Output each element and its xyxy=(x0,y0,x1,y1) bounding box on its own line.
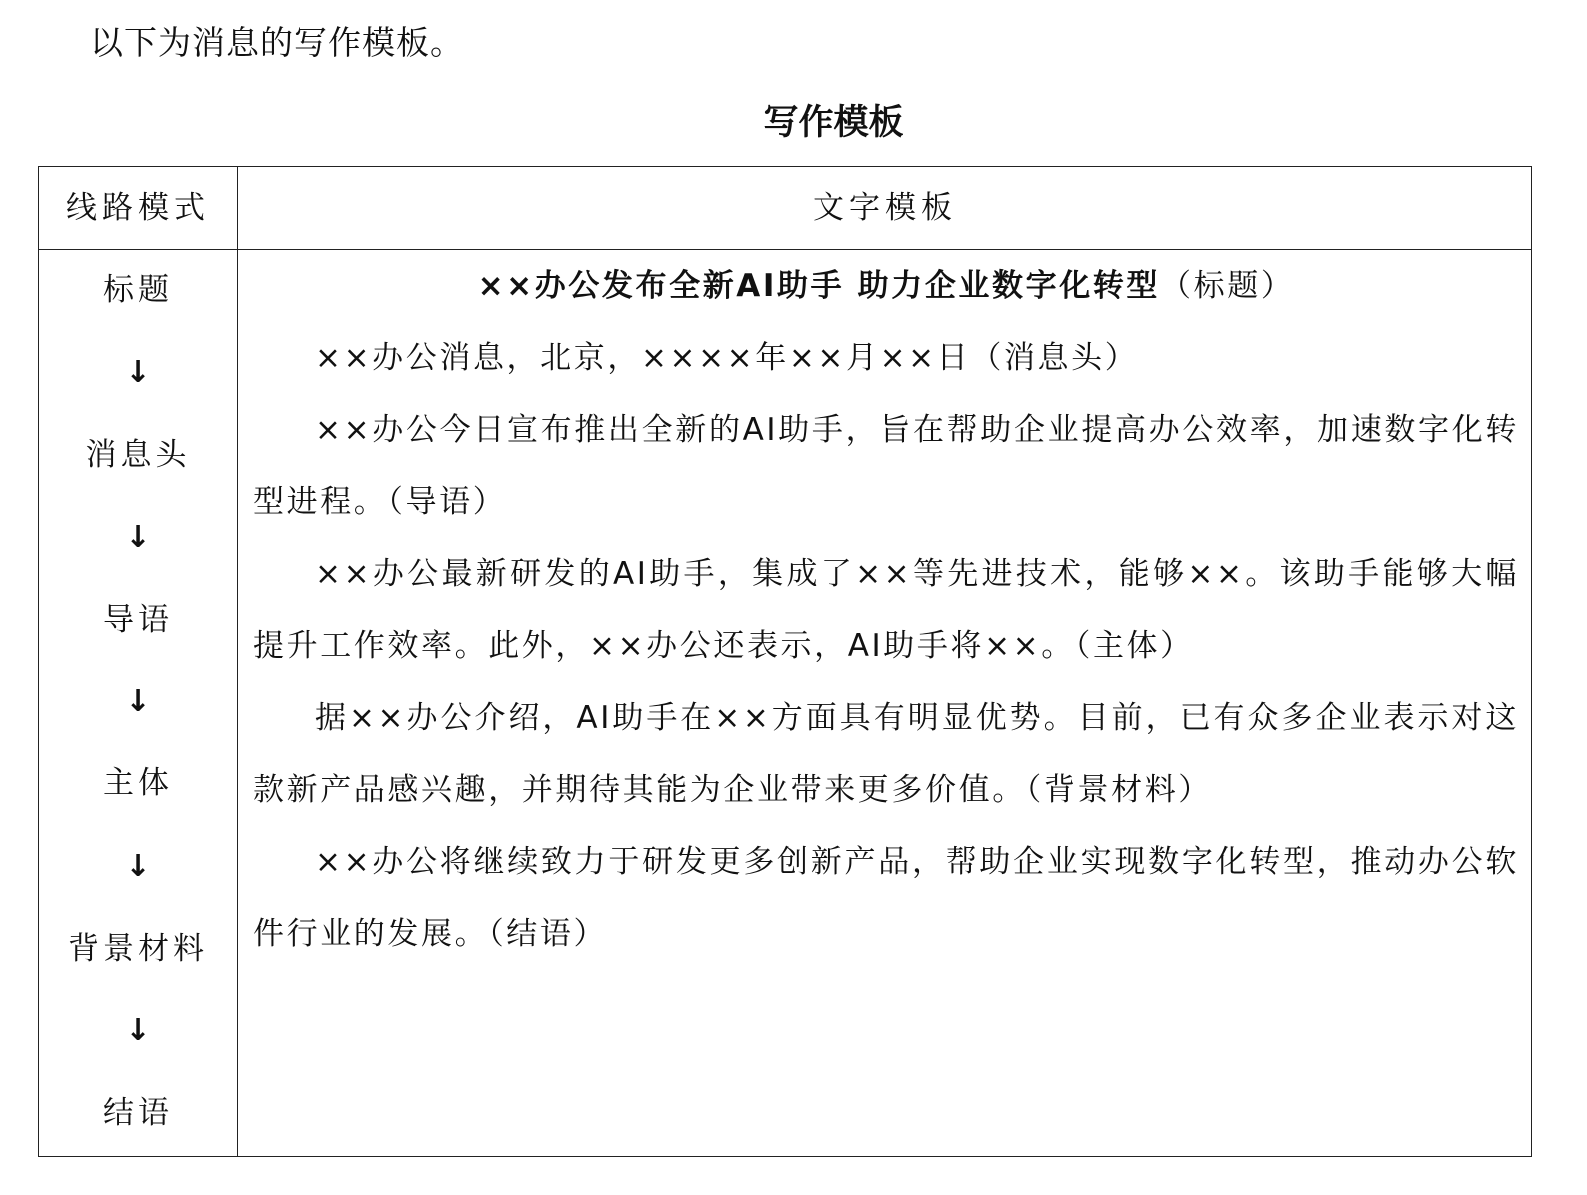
route-flow-column xyxy=(39,250,237,1158)
down-arrow-icon: ↓ xyxy=(125,849,151,884)
flow-step-conclusion: 结语 xyxy=(103,1095,173,1131)
header-route-mode: 线路模式 xyxy=(66,190,210,226)
paragraph-dateline: ××办公消息，北京，××××年××月××日（消息头） xyxy=(315,340,1139,376)
down-arrow-icon: ↓ xyxy=(125,520,151,555)
document-title: 写作模板 xyxy=(763,103,904,143)
paragraph-lead: ××办公今日宣布推出全新的AI助手，旨在帮助企业提高办公效率，加速数字化转型进程。（导语） xyxy=(253,412,1519,520)
paragraph-conclusion: ××办公将继续致力于研发更多创新产品，帮助企业实现数字化转型，推动办公软件行业的发展。（结语） xyxy=(253,844,1519,952)
flow-step-body: 主体 xyxy=(103,765,173,801)
column-divider xyxy=(237,167,238,1156)
flow-step-dateline: 消息头 xyxy=(85,437,191,473)
news-title-note: （标题） xyxy=(1160,268,1295,304)
news-title: ××办公发布全新AI助手 助力企业数字化转型 xyxy=(477,268,1161,304)
down-arrow-icon: ↓ xyxy=(125,355,151,390)
intro-text: 以下为消息的写作模板。 xyxy=(90,23,464,62)
flow-step-background: 背景材料 xyxy=(68,931,208,967)
news-title-line xyxy=(253,250,1519,322)
paragraph-background: 据××办公介绍，AI助手在××方面具有明显优势。目前，已有众多企业表示对这款新产品感兴趣，并期待其能为企业带来更多价值。（背景材料） xyxy=(253,700,1519,808)
down-arrow-icon: ↓ xyxy=(125,1013,151,1048)
flow-step-lead: 导语 xyxy=(103,602,173,638)
table-header-row xyxy=(39,167,1531,250)
text-template-content xyxy=(253,250,1519,970)
down-arrow-icon: ↓ xyxy=(125,684,151,719)
paragraph-body: ××办公最新研发的AI助手，集成了××等先进技术，能够××。该助手能够大幅提升工作效率。此外，××办公还表示，AI助手将××。（主体） xyxy=(253,556,1519,664)
header-text-template: 文字模板 xyxy=(813,190,957,226)
flow-step-title: 标题 xyxy=(103,272,173,308)
template-table xyxy=(38,166,1532,1157)
